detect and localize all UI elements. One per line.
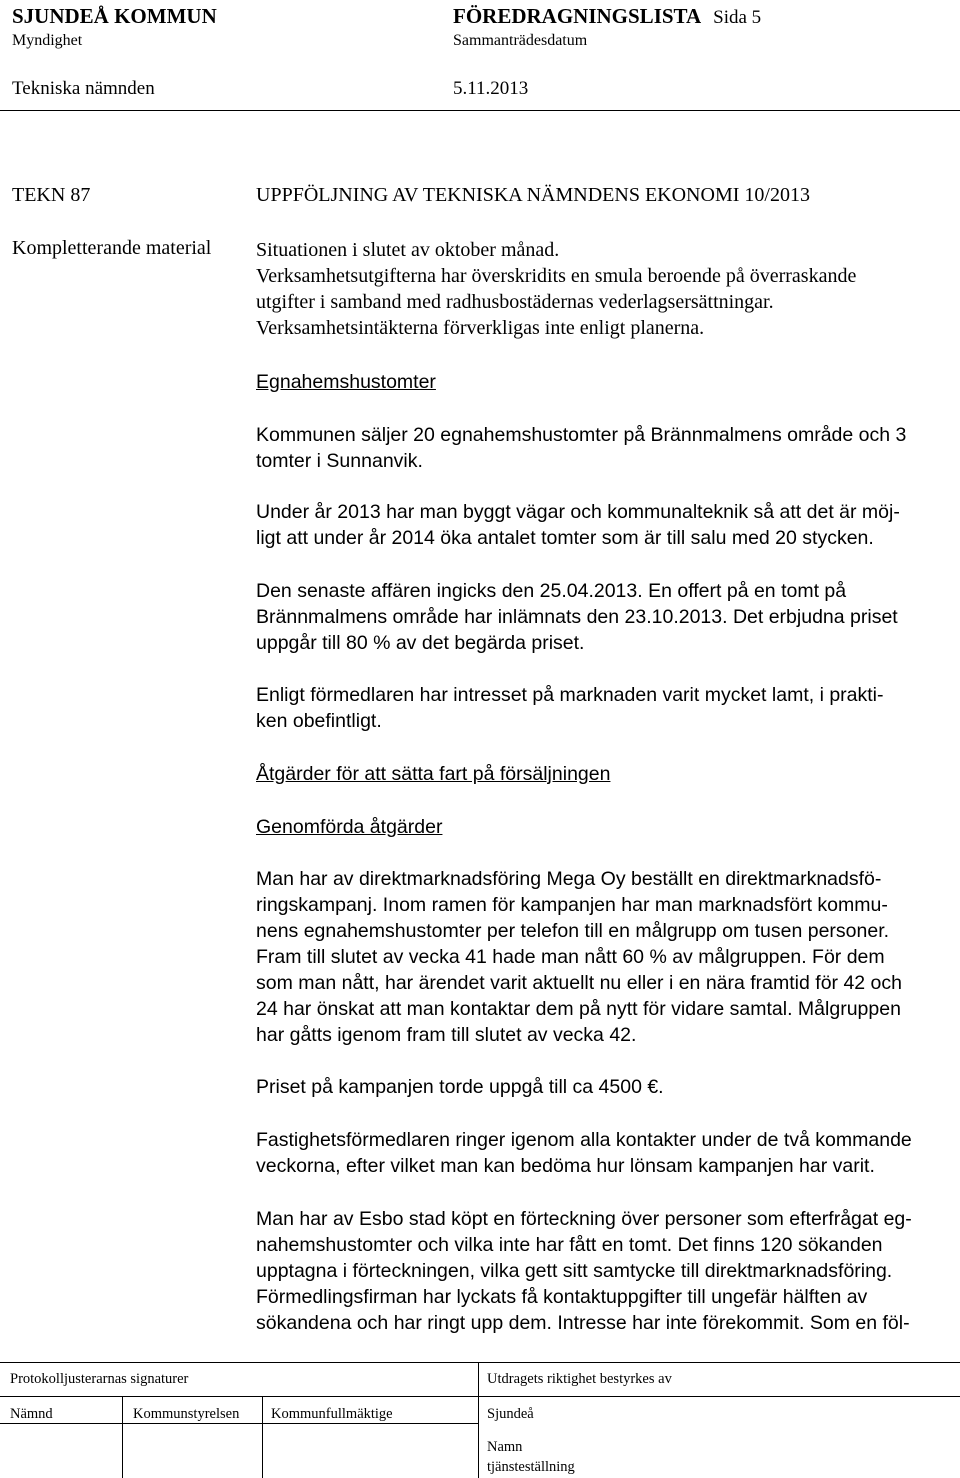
left-label: Kompletterande material	[12, 237, 212, 259]
text-line: har gåtts igenom fram till slutet av vecka 42.	[256, 1024, 637, 1046]
intro-line: utgifter i samband med radhusbostädernas vederlagsersättningar.	[256, 291, 774, 313]
text-line: Fastighetsförmedlaren ringer igenom alla kontakter under de två kommande	[256, 1129, 912, 1151]
text-line: Priset på kampanjen torde uppgå till ca 4500 €.	[256, 1076, 664, 1098]
footer-mid-rule	[0, 1396, 960, 1397]
section-heading: Egnahemshustomter	[256, 371, 436, 393]
text-line: nens egnahemshustomter per telefon till en målgrupp om tusen personer.	[256, 920, 890, 942]
text-line: nahemshustomter och vilka inte har fått en tomt. Det finns 120 sökanden	[256, 1234, 883, 1256]
text-line: Man har av direktmarknadsföring Mega Oy beställt en direktmarknadsfö-	[256, 868, 882, 890]
intro-line: Situationen i slutet av oktober månad.	[256, 239, 560, 261]
org-name: SJUNDEÅ KOMMUN	[12, 4, 217, 28]
text-line: Under år 2013 har man byggt vägar och kommunalteknik så att det är möj-	[256, 501, 900, 523]
meeting-date: 5.11.2013	[453, 78, 529, 99]
col-sjundea: Sjundeå	[487, 1406, 534, 1422]
paragraph	[256, 499, 946, 551]
signatures-label: Protokolljusterarnas signaturer	[10, 1371, 189, 1387]
text-line: upptagna i förteckningen, vilka gett sitt samtycke till direktmarknadsföring.	[256, 1260, 893, 1282]
header-rule	[0, 110, 960, 111]
text-line: Förmedlingsfirman har lyckats få kontaktuppgifter till ungefär hälften av	[256, 1286, 868, 1308]
text-line: ringskampanj. Inom ramen för kampanjen har man marknadsfört kommu-	[256, 894, 888, 916]
paragraph	[256, 422, 946, 474]
text-line: som man nått, har ärendet varit aktuellt nu eller i en nära framtid för 42 och	[256, 972, 902, 994]
footer-divider	[478, 1363, 479, 1478]
text-line: sökandena och har ringt upp dem. Intresse har inte förekommit. Som en föl-	[256, 1312, 910, 1334]
text-line: veckorna, efter vilket man kan bedöma hur lönsam kampanjen har varit.	[256, 1155, 875, 1177]
item-number: TEKN 87	[12, 184, 91, 206]
text-line: Enligt förmedlaren har intresset på marknaden varit mycket lamt, i prakti-	[256, 684, 884, 706]
section-egnahem	[256, 369, 946, 732]
section-heading: Åtgärder för att sätta fart på försäljningen	[256, 763, 611, 785]
footer-divider	[262, 1396, 263, 1478]
footer-top-rule	[0, 1362, 960, 1363]
text-line: Den senaste affären ingicks den 25.04.2013. En offert på en tomt på	[256, 580, 847, 602]
text-line: Brännmalmens område har inlämnats den 23.10.2013. Det erbjudna priset	[256, 606, 898, 628]
authority-name: Tekniska nämnden	[12, 78, 155, 99]
paragraph	[256, 1074, 946, 1100]
intro-block	[256, 237, 946, 341]
item-title: UPPFÖLJNING AV TEKNISKA NÄMNDENS EKONOMI 10/2013	[256, 184, 810, 206]
text-line: Kommunen säljer 20 egnahemshustomter på Brännmalmens område och 3	[256, 424, 907, 446]
text-line: ken obefintligt.	[256, 710, 382, 732]
text-line: 24 har önskat att man kontaktar dem på nytt för vidare samtal. Målgruppen	[256, 998, 901, 1020]
certified-label: Utdragets riktighet bestyrkes av	[487, 1371, 672, 1387]
footer-divider	[122, 1396, 123, 1478]
doc-type: FÖREDRAGNINGSLISTA	[453, 4, 702, 28]
text-line: Fram till slutet av vecka 41 hade man nått 60 % av målgruppen. För dem	[256, 946, 885, 968]
section-atgarder	[256, 761, 946, 1334]
col-namnd: Nämnd	[10, 1406, 53, 1422]
text-line: uppgår till 80 % av det begärda priset.	[256, 632, 585, 654]
doc-type-group	[453, 4, 761, 29]
name-label: Namn	[487, 1439, 523, 1455]
paragraph	[256, 866, 946, 1048]
authority-label: Myndighet	[12, 32, 83, 49]
intro-line: Verksamhetsutgifterna har överskridits en smula beroende på överraskande	[256, 265, 857, 287]
subheading: Genomförda åtgärder	[256, 816, 443, 838]
intro-line: Verksamhetsintäkterna förverkligas inte enligt planerna.	[256, 317, 705, 339]
paragraph	[256, 578, 946, 656]
page-number: Sida 5	[713, 7, 762, 28]
paragraph	[256, 1206, 946, 1336]
text-line: Man har av Esbo stad köpt en förteckning över personer som efterfrågat eg-	[256, 1208, 912, 1230]
text-line: tomter i Sunnanvik.	[256, 450, 423, 472]
text-line: ligt att under år 2014 öka antalet tomter som är till salu med 20 stycken.	[256, 527, 874, 549]
meeting-date-label: Sammanträdesdatum	[453, 32, 588, 49]
position-label: tjänsteställning	[487, 1459, 575, 1475]
paragraph	[256, 1127, 946, 1179]
paragraph	[256, 682, 946, 734]
col-kommunfullmaktige: Kommunfullmäktige	[271, 1406, 393, 1422]
footer-sig-rule	[0, 1423, 478, 1424]
col-kommunstyrelsen: Kommunstyrelsen	[133, 1406, 240, 1422]
